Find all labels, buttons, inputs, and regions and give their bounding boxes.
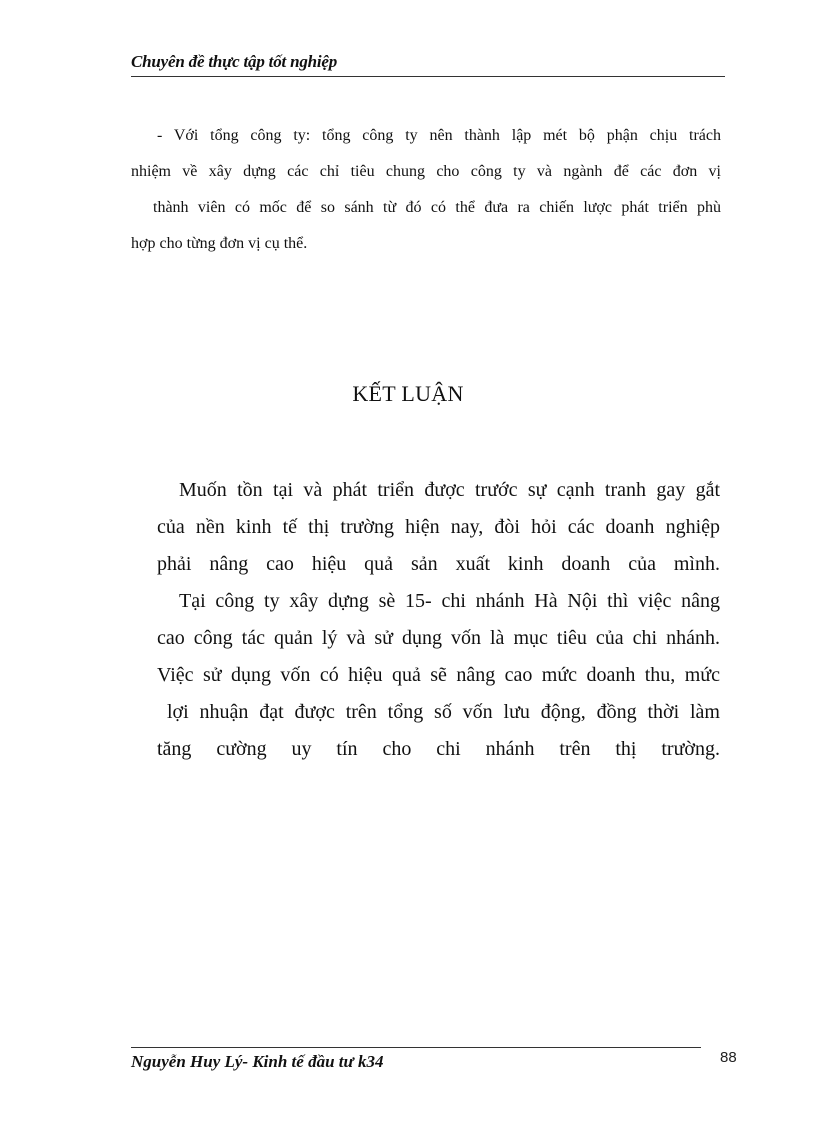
paragraph-line: nhiệm về xây dựng các chỉ tiêu chung cho công ty và ngành để các đơn vị (131, 163, 721, 180)
paragraph-line: Việc sử dụng vốn có hiệu quả sẽ nâng cao mức doanh thu, mức (157, 664, 720, 686)
footer-author: Nguyễn Huy Lý- Kinh tế đầu tư k34 (131, 1052, 384, 1071)
paragraph-line: - Với tổng công ty: tổng công ty nên thành lập mét bộ phận chịu trách (157, 127, 721, 144)
paragraph-line: hợp cho từng đơn vị cụ thể. (131, 235, 308, 252)
page-number: 88 (720, 1049, 737, 1066)
paragraph-line: thành viên có mốc để so sánh từ đó có thể đưa ra chiến lược phát triển phù (153, 199, 721, 216)
conclusion-body (157, 472, 720, 768)
paragraph-line: tăng cường uy tín cho chi nhánh trên thị trường. (157, 738, 720, 760)
footer-divider (131, 1047, 701, 1048)
recommendation-paragraph (131, 118, 721, 262)
section-heading: KẾT LUẬN (352, 381, 464, 406)
paragraph-line: cao công tác quản lý và sử dụng vốn là mục tiêu của chi nhánh. (157, 627, 720, 649)
paragraph-line: Muốn tồn tại và phát triển được trước sự cạnh tranh gay gắt (179, 479, 720, 501)
page-header-title: Chuyên đề thực tập tốt nghiệp (131, 52, 338, 71)
header-divider (131, 76, 725, 77)
paragraph-line: của nền kinh tế thị trường hiện nay, đòi hỏi các doanh nghiệp (157, 516, 720, 538)
paragraph-line: phải nâng cao hiệu quả sản xuất kinh doanh của mình. (157, 553, 720, 575)
paragraph-line: Tại công ty xây dựng sè 15- chi nhánh Hà Nội thì việc nâng (179, 590, 720, 612)
paragraph-line: lợi nhuận đạt được trên tổng số vốn lưu động, đồng thời làm (167, 701, 720, 723)
